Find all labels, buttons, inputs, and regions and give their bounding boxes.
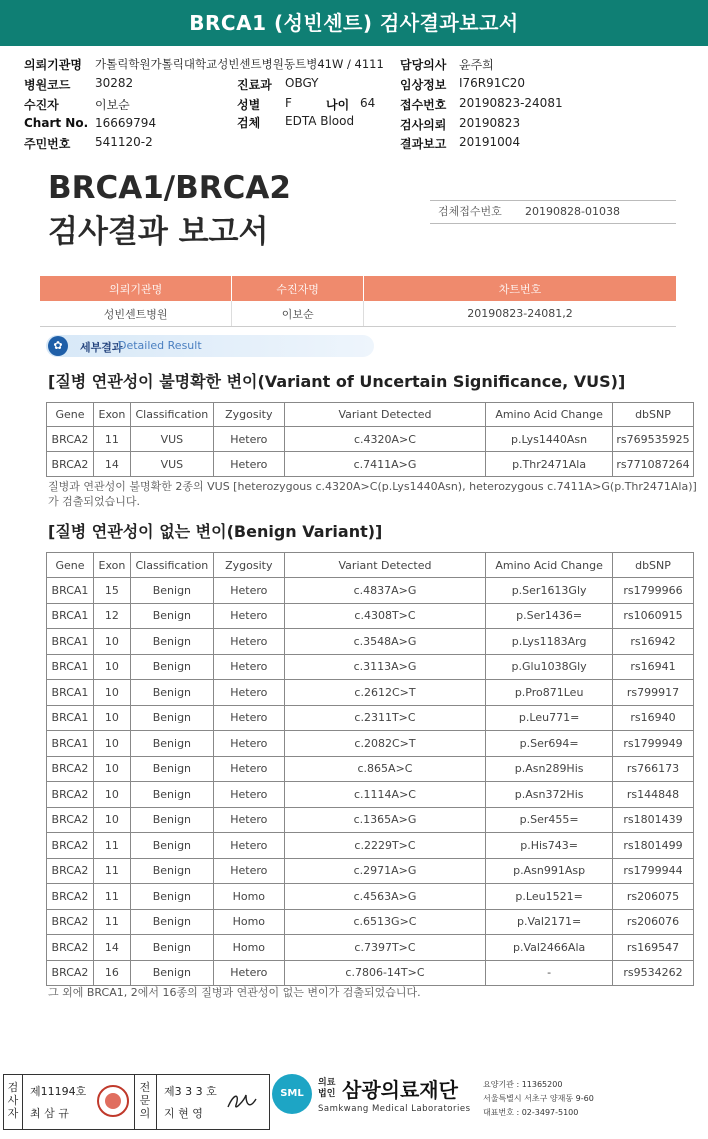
benign-header-exon: Exon	[93, 553, 130, 578]
benign-cell-variant: c.2311T>C	[284, 705, 485, 731]
benign-cell-gene: BRCA1	[47, 578, 94, 604]
benign-cell-variant: c.3113A>G	[284, 654, 485, 680]
benign-cell-dbsnp: rs206075	[613, 884, 694, 910]
org-address: 서울특별시 서초구 양재동 9-60	[483, 1094, 594, 1103]
report-title-line1: BRCA1/BRCA2	[48, 170, 291, 206]
chart-label: Chart No.	[24, 116, 89, 130]
benign-row	[47, 782, 694, 808]
benign-cell-classification: Benign	[130, 884, 213, 910]
benign-cell-gene: BRCA1	[47, 629, 94, 655]
benign-cell-exon: 11	[93, 884, 130, 910]
benign-cell-amino: p.Ser1613Gly	[486, 578, 613, 604]
specimen-value: EDTA Blood	[285, 114, 355, 128]
benign-row	[47, 731, 694, 757]
benign-cell-classification: Benign	[130, 731, 213, 757]
benign-cell-gene: BRCA1	[47, 654, 94, 680]
dept-value: OBGY	[285, 76, 319, 90]
vus-cell-gene: BRCA2	[47, 452, 94, 477]
benign-row	[47, 654, 694, 680]
vus-header-zygosity: Zygosity	[213, 403, 284, 427]
benign-cell-amino: p.Leu771=	[486, 705, 613, 731]
org-english: Samkwang Medical Laboratories	[318, 1104, 471, 1114]
report-title	[48, 166, 291, 254]
benign-cell-classification: Benign	[130, 833, 213, 859]
signature-box	[3, 1074, 270, 1130]
benign-cell-variant: c.1365A>G	[284, 807, 485, 833]
summary-examinee: 이보순	[232, 301, 364, 327]
benign-header-dbsnp: dbSNP	[613, 553, 694, 578]
lab-brand	[318, 1074, 698, 1128]
benign-cell-classification: Benign	[130, 680, 213, 706]
examiner-label: 검사자	[7, 1081, 19, 1120]
org-code: 요양기관 : 11365200	[483, 1080, 563, 1089]
benign-cell-dbsnp: rs1060915	[613, 603, 694, 629]
benign-cell-amino: p.Asn289His	[486, 756, 613, 782]
benign-cell-amino: p.Ser1436=	[486, 603, 613, 629]
benign-cell-zygosity: Hetero	[213, 731, 284, 757]
benign-cell-dbsnp: rs169547	[613, 935, 694, 961]
benign-cell-zygosity: Hetero	[213, 960, 284, 986]
summary-institution: 성빈센트병원	[40, 301, 232, 327]
benign-cell-exon: 10	[93, 807, 130, 833]
benign-row	[47, 935, 694, 961]
vus-cell-exon: 14	[93, 452, 130, 477]
benign-cell-dbsnp: rs799917	[613, 680, 694, 706]
benign-cell-amino: p.Val2466Ala	[486, 935, 613, 961]
benign-cell-variant: c.4837A>G	[284, 578, 485, 604]
vus-header-variant: Variant Detected	[284, 403, 485, 427]
doctor-value: 윤주희	[459, 58, 494, 72]
request-value: 20190823	[459, 116, 521, 130]
vus-header-amino: Amino Acid Change	[486, 403, 613, 427]
benign-cell-exon: 11	[93, 909, 130, 935]
specialist-number: 제3 3 3 호	[164, 1085, 217, 1098]
benign-cell-classification: Benign	[130, 909, 213, 935]
benign-row	[47, 960, 694, 986]
vus-table	[46, 402, 694, 477]
benign-cell-dbsnp: rs766173	[613, 756, 694, 782]
benign-table	[46, 552, 694, 986]
benign-cell-classification: Benign	[130, 578, 213, 604]
ribbon-icon: ✿	[48, 336, 68, 356]
org-type: 의료법인	[318, 1078, 336, 1099]
summary-header-chart: 차트번호	[364, 276, 676, 301]
benign-cell-dbsnp: rs16940	[613, 705, 694, 731]
vus-header-gene: Gene	[47, 403, 94, 427]
benign-cell-variant: c.865A>C	[284, 756, 485, 782]
benign-cell-variant: c.6513G>C	[284, 909, 485, 935]
benign-cell-dbsnp: rs1799966	[613, 578, 694, 604]
sex-label: 성별	[237, 98, 261, 112]
sml-logo-icon: SML	[272, 1074, 312, 1114]
vus-cell-dbsnp: rs771087264	[612, 452, 693, 477]
benign-cell-variant: c.1114A>C	[284, 782, 485, 808]
specimen-label: 검체	[237, 116, 261, 130]
benign-cell-dbsnp: rs16941	[613, 654, 694, 680]
summary-header-institution: 의뢰기관명	[40, 276, 232, 301]
benign-row	[47, 756, 694, 782]
benign-note: 그 외에 BRCA1, 2에서 16종의 질병과 연관성이 없는 변이가 검출되었습니다.	[48, 986, 421, 999]
benign-cell-variant: c.2612C>T	[284, 680, 485, 706]
benign-cell-gene: BRCA2	[47, 935, 94, 961]
benign-cell-gene: BRCA1	[47, 603, 94, 629]
benign-row	[47, 680, 694, 706]
rrn-value: 541120-2	[95, 135, 153, 149]
benign-cell-dbsnp: rs144848	[613, 782, 694, 808]
benign-cell-zygosity: Homo	[213, 884, 284, 910]
benign-cell-zygosity: Hetero	[213, 654, 284, 680]
benign-header-variant: Variant Detected	[284, 553, 485, 578]
benign-cell-variant: c.7397T>C	[284, 935, 485, 961]
benign-cell-zygosity: Homo	[213, 935, 284, 961]
benign-cell-exon: 10	[93, 756, 130, 782]
dept-label: 진료과	[237, 78, 272, 92]
benign-row	[47, 909, 694, 935]
report-date-value: 20191004	[459, 135, 521, 149]
detail-label-en: Detailed Result	[118, 339, 202, 352]
vus-note-line2: 가 검출되었습니다.	[48, 495, 141, 508]
detail-label-ko: 세부결과	[80, 341, 123, 354]
benign-cell-variant: c.2971A>G	[284, 858, 485, 884]
report-title-line2: 검사결과 보고서	[48, 214, 269, 251]
vus-note-line1: 질병과 연관성이 불명확한 2종의 VUS [heterozygous c.4320A>C(p.Lys1440Asn), heterozygous c.7411A>G(p.Thr2471Ala)]	[48, 480, 697, 493]
benign-cell-dbsnp: rs1801439	[613, 807, 694, 833]
benign-cell-exon: 15	[93, 578, 130, 604]
benign-row	[47, 705, 694, 731]
examinee-label: 수진자	[24, 98, 59, 112]
chart-value: 16669794	[95, 116, 157, 130]
benign-cell-zygosity: Hetero	[213, 782, 284, 808]
benign-cell-exon: 12	[93, 603, 130, 629]
benign-cell-exon: 16	[93, 960, 130, 986]
benign-cell-amino: p.Asn372His	[486, 782, 613, 808]
benign-cell-dbsnp: rs16942	[613, 629, 694, 655]
benign-header-classification: Classification	[130, 553, 213, 578]
benign-cell-dbsnp: rs206076	[613, 909, 694, 935]
benign-cell-gene: BRCA2	[47, 807, 94, 833]
signature-icon	[224, 1089, 260, 1115]
benign-cell-dbsnp: rs1799944	[613, 858, 694, 884]
clinical-value: I76R91C20	[459, 76, 526, 90]
benign-cell-dbsnp: rs1801499	[613, 833, 694, 859]
summary-chart: 20190823-24081,2	[364, 301, 676, 327]
benign-cell-amino: p.Glu1038Gly	[486, 654, 613, 680]
request-label: 검사의뢰	[400, 118, 447, 132]
vus-cell-dbsnp: rs769535925	[612, 427, 693, 452]
benign-cell-classification: Benign	[130, 858, 213, 884]
org-phone: 대표번호 : 02-3497-5100	[483, 1108, 579, 1117]
benign-cell-gene: BRCA1	[47, 705, 94, 731]
hospital-code-value: 30282	[95, 76, 134, 90]
benign-cell-exon: 10	[93, 782, 130, 808]
benign-cell-zygosity: Hetero	[213, 807, 284, 833]
vus-cell-variant: c.7411A>G	[284, 452, 485, 477]
benign-cell-gene: BRCA2	[47, 909, 94, 935]
benign-cell-classification: Benign	[130, 935, 213, 961]
org-name: 삼광의료재단	[342, 1078, 458, 1102]
detail-result-banner	[46, 335, 374, 357]
benign-cell-variant: c.3548A>G	[284, 629, 485, 655]
benign-cell-amino: p.Leu1521=	[486, 884, 613, 910]
benign-cell-variant: c.2229T>C	[284, 833, 485, 859]
benign-row	[47, 858, 694, 884]
age-value: 64	[360, 96, 376, 110]
benign-cell-exon: 14	[93, 935, 130, 961]
benign-cell-classification: Benign	[130, 756, 213, 782]
benign-cell-gene: BRCA2	[47, 833, 94, 859]
benign-cell-gene: BRCA1	[47, 680, 94, 706]
benign-cell-exon: 11	[93, 858, 130, 884]
benign-cell-variant: c.2082C>T	[284, 731, 485, 757]
vus-row	[47, 427, 694, 452]
vus-note	[48, 479, 697, 509]
benign-header-zygosity: Zygosity	[213, 553, 284, 578]
benign-cell-amino: p.Lys1183Arg	[486, 629, 613, 655]
benign-cell-amino: p.His743=	[486, 833, 613, 859]
vus-cell-classification: VUS	[130, 427, 213, 452]
benign-header-gene: Gene	[47, 553, 94, 578]
benign-row	[47, 807, 694, 833]
benign-cell-variant: c.7806-14T>C	[284, 960, 485, 986]
benign-row	[47, 629, 694, 655]
vus-section-title: [질병 연관성이 불명확한 변이(Variant of Uncertain Significance, VUS)]	[48, 372, 626, 391]
benign-cell-variant: c.4563A>G	[284, 884, 485, 910]
benign-cell-zygosity: Hetero	[213, 858, 284, 884]
benign-row	[47, 578, 694, 604]
benign-cell-exon: 10	[93, 629, 130, 655]
vus-header-exon: Exon	[93, 403, 130, 427]
benign-cell-classification: Benign	[130, 782, 213, 808]
benign-cell-zygosity: Homo	[213, 909, 284, 935]
vus-cell-zygosity: Hetero	[213, 452, 284, 477]
benign-row	[47, 884, 694, 910]
benign-cell-exon: 10	[93, 654, 130, 680]
benign-cell-zygosity: Hetero	[213, 756, 284, 782]
benign-row	[47, 833, 694, 859]
report-header: BRCA1 (성빈센트) 검사결과보고서	[0, 0, 708, 46]
benign-cell-amino: p.Ser455=	[486, 807, 613, 833]
benign-cell-amino: p.Ser694=	[486, 731, 613, 757]
specialist-label: 전문의	[139, 1081, 151, 1120]
clinical-label: 임상정보	[400, 78, 447, 92]
accession-value: 20190828-01038	[525, 205, 620, 218]
institution-value: 가톨릭학원가톨릭대학교성빈센트병원	[95, 57, 284, 71]
benign-cell-classification: Benign	[130, 603, 213, 629]
accession-box	[430, 200, 676, 224]
benign-cell-amino: p.Val2171=	[486, 909, 613, 935]
benign-cell-dbsnp: rs1799949	[613, 731, 694, 757]
benign-cell-classification: Benign	[130, 654, 213, 680]
doctor-label: 담당의사	[400, 58, 447, 72]
vus-cell-amino: p.Thr2471Ala	[486, 452, 613, 477]
benign-cell-gene: BRCA2	[47, 858, 94, 884]
hospital-code-label: 병원코드	[24, 78, 71, 92]
receipt-label: 접수번호	[400, 98, 447, 112]
benign-cell-exon: 11	[93, 833, 130, 859]
benign-cell-zygosity: Hetero	[213, 578, 284, 604]
vus-row	[47, 452, 694, 477]
benign-cell-zygosity: Hetero	[213, 680, 284, 706]
summary-header-examinee: 수진자명	[232, 276, 364, 301]
benign-section-title: [질병 연관성이 없는 변이(Benign Variant)]	[48, 522, 383, 541]
benign-cell-classification: Benign	[130, 629, 213, 655]
benign-cell-zygosity: Hetero	[213, 705, 284, 731]
benign-cell-zygosity: Hetero	[213, 833, 284, 859]
vus-cell-classification: VUS	[130, 452, 213, 477]
summary-table	[40, 276, 676, 327]
benign-cell-gene: BRCA2	[47, 756, 94, 782]
benign-cell-classification: Benign	[130, 705, 213, 731]
sex-value: F	[285, 96, 292, 110]
benign-row	[47, 603, 694, 629]
examiner-name: 최 삼 규	[30, 1107, 69, 1120]
vus-cell-zygosity: Hetero	[213, 427, 284, 452]
vus-cell-variant: c.4320A>C	[284, 427, 485, 452]
institution-label: 의뢰기관명	[24, 58, 82, 72]
examiner-number: 제11194호	[30, 1085, 87, 1098]
benign-cell-variant: c.4308T>C	[284, 603, 485, 629]
benign-cell-gene: BRCA2	[47, 884, 94, 910]
benign-cell-zygosity: Hetero	[213, 603, 284, 629]
benign-cell-gene: BRCA2	[47, 960, 94, 986]
seal-stamp-icon	[97, 1085, 129, 1117]
vus-cell-gene: BRCA2	[47, 427, 94, 452]
benign-cell-exon: 10	[93, 705, 130, 731]
benign-cell-gene: BRCA1	[47, 731, 94, 757]
benign-cell-amino: p.Pro871Leu	[486, 680, 613, 706]
examinee-value: 이보순	[95, 98, 130, 112]
vus-cell-amino: p.Lys1440Asn	[486, 427, 613, 452]
benign-cell-classification: Benign	[130, 807, 213, 833]
benign-cell-zygosity: Hetero	[213, 629, 284, 655]
benign-cell-exon: 10	[93, 680, 130, 706]
benign-cell-amino: -	[486, 960, 613, 986]
benign-cell-dbsnp: rs9534262	[613, 960, 694, 986]
ward-value: 동트병41W / 4111	[284, 57, 384, 71]
vus-header-classification: Classification	[130, 403, 213, 427]
vus-header-dbsnp: dbSNP	[612, 403, 693, 427]
receipt-value: 20190823-24081	[459, 96, 563, 110]
report-date-label: 결과보고	[400, 137, 447, 151]
age-label: 나이	[326, 98, 350, 112]
benign-cell-exon: 10	[93, 731, 130, 757]
benign-cell-classification: Benign	[130, 960, 213, 986]
specialist-name: 지 현 영	[164, 1107, 203, 1120]
rrn-label: 주민번호	[24, 137, 71, 151]
vus-cell-exon: 11	[93, 427, 130, 452]
benign-cell-amino: p.Asn991Asp	[486, 858, 613, 884]
accession-label: 검체접수번호	[438, 205, 502, 218]
benign-cell-gene: BRCA2	[47, 782, 94, 808]
benign-header-amino: Amino Acid Change	[486, 553, 613, 578]
